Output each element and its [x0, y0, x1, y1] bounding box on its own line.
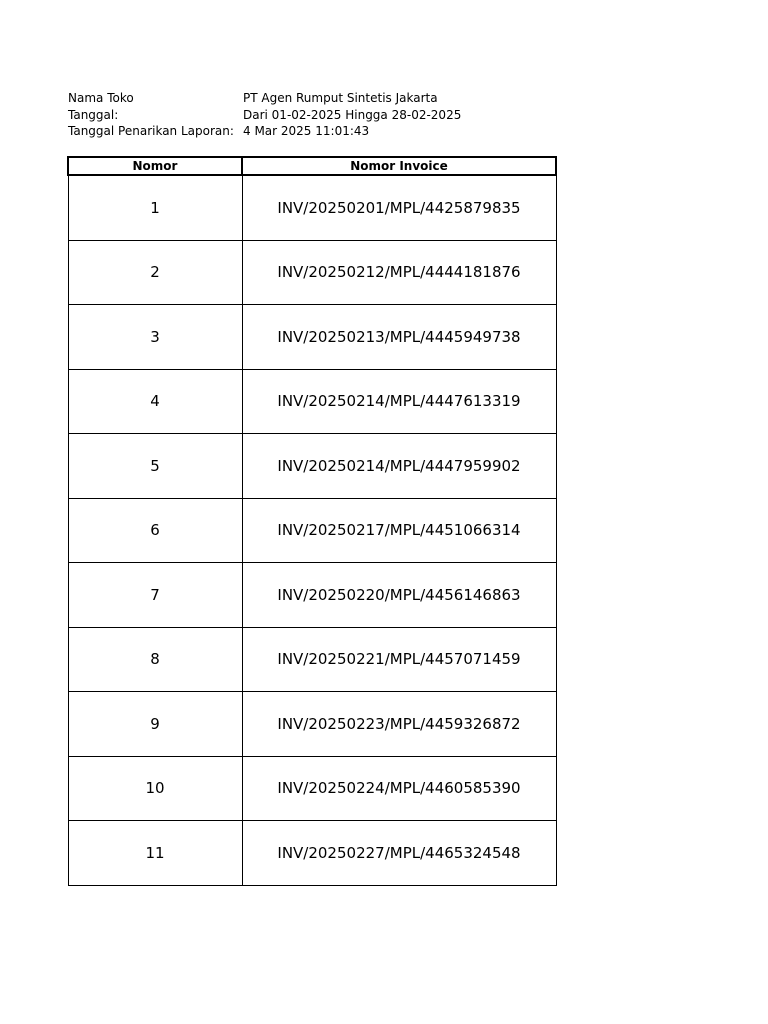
table-row: [68, 175, 556, 240]
row-number-cell: 5: [68, 434, 242, 499]
table-row: [68, 369, 556, 434]
invoice-number-cell: INV/20250221/MPL/4457071459: [242, 627, 556, 692]
row-number-cell: 7: [68, 563, 242, 628]
table-row: [68, 692, 556, 757]
table-row: [68, 756, 556, 821]
invoice-number-cell: INV/20250214/MPL/4447613319: [242, 369, 556, 434]
date-row: [68, 107, 461, 124]
invoice-number-cell: INV/20250212/MPL/4444181876: [242, 240, 556, 305]
date-label: Tanggal:: [68, 107, 119, 122]
row-number-cell: 9: [68, 692, 242, 757]
row-number-cell: 3: [68, 305, 242, 370]
report-header: [68, 90, 461, 140]
row-number-cell: 2: [68, 240, 242, 305]
row-number-cell: 1: [68, 175, 242, 240]
invoice-number-cell: INV/20250201/MPL/4425879835: [242, 175, 556, 240]
store-value: PT Agen Rumput Sintetis Jakarta: [243, 91, 438, 105]
invoice-table: [67, 156, 557, 886]
table-row: [68, 434, 556, 499]
row-number-cell: 10: [68, 756, 242, 821]
table-row: [68, 240, 556, 305]
table-row: [68, 498, 556, 563]
invoice-number-cell: INV/20250213/MPL/4445949738: [242, 305, 556, 370]
pulled-value: 4 Mar 2025 11:01:43: [243, 124, 370, 138]
pulled-row: [68, 123, 461, 140]
invoice-number-cell: INV/20250223/MPL/4459326872: [242, 692, 556, 757]
store-row: [68, 90, 461, 107]
date-value: Dari 01-02-2025 Hingga 28-02-2025: [243, 107, 462, 122]
header-nomor: Nomor: [68, 157, 242, 175]
table-row: [68, 563, 556, 628]
row-number-cell: 4: [68, 369, 242, 434]
row-number-cell: 6: [68, 498, 242, 563]
table-row: [68, 627, 556, 692]
invoice-number-cell: INV/20250227/MPL/4465324548: [242, 821, 556, 886]
header-nomor-invoice: Nomor Invoice: [242, 157, 556, 175]
row-number-cell: 8: [68, 627, 242, 692]
store-label: Nama Toko: [68, 91, 134, 105]
invoice-number-cell: INV/20250220/MPL/4456146863: [242, 563, 556, 628]
table-row: [68, 821, 556, 886]
table-header-row: [68, 157, 556, 175]
invoice-number-cell: INV/20250214/MPL/4447959902: [242, 434, 556, 499]
invoice-number-cell: INV/20250217/MPL/4451066314: [242, 498, 556, 563]
invoice-number-cell: INV/20250224/MPL/4460585390: [242, 756, 556, 821]
table-row: [68, 305, 556, 370]
pulled-label: Tanggal Penarikan Laporan:: [68, 124, 234, 138]
row-number-cell: 11: [68, 821, 242, 886]
